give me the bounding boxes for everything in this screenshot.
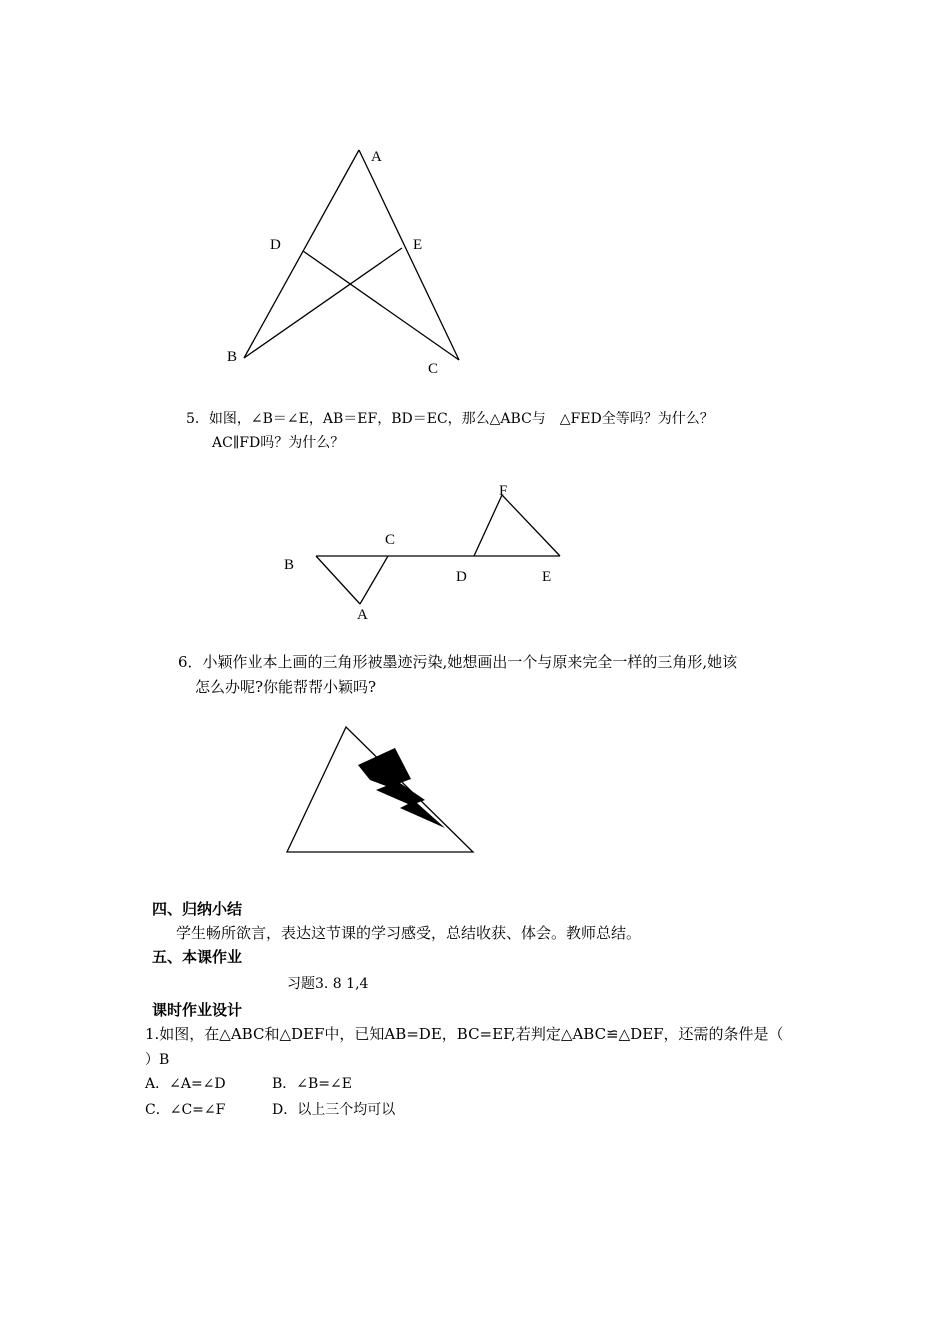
label-b2: B <box>284 557 295 573</box>
segment-ac <box>359 150 459 360</box>
label-e2: E <box>542 569 552 585</box>
ink-blot-icon <box>358 748 445 828</box>
homework-q1-line1: 1.如图，在△ABC和△DEF中，已知AB=DE，BC=EF,若判定△ABC≌△DEF，还需的条件是（ <box>145 1025 784 1043</box>
label-d: D <box>270 237 281 253</box>
question-5-line1: 5．如图，∠B＝∠E，AB＝EF，BD＝EC，那么△ABC与 △FED全等吗？为什么？ <box>186 411 714 427</box>
question-5-line2: AC∥FD吗？为什么？ <box>212 435 345 451</box>
homework-option-b: B．∠B=∠E <box>272 1076 352 1092</box>
homework-option-c: C．∠C=∠F <box>145 1102 226 1118</box>
homework-q1-line2: ）B <box>145 1052 170 1068</box>
label-c: C <box>428 361 439 377</box>
question-6-line1: 6．小颖作业本上画的三角形被墨迹污染,她想画出一个与原来完全一样的三角形,她该 <box>178 653 738 671</box>
segment-df <box>474 495 502 556</box>
figure-two-triangles <box>316 495 560 604</box>
segment-ba <box>316 556 360 604</box>
section-4-heading: 四、归纳小结 <box>152 900 243 918</box>
section-4-body: 学生畅所欲言，表达这节课的学习感受，总结收获、体会。教师总结。 <box>176 924 642 942</box>
homework-option-a: A．∠A=∠D <box>145 1076 226 1092</box>
homework-heading: 课时作业设计 <box>152 1001 243 1019</box>
label-c2: C <box>385 532 396 548</box>
question-6-line2: 怎么办呢?你能帮帮小颖吗? <box>195 678 377 696</box>
homework-option-d: D．以上三个均可以 <box>272 1102 396 1118</box>
segment-fe <box>502 495 560 556</box>
label-b: B <box>227 349 238 365</box>
section-5-body: 习题3. 8 1,4 <box>287 976 369 992</box>
segment-ac2 <box>360 556 388 604</box>
label-a2: A <box>357 607 368 623</box>
label-a: A <box>371 149 382 165</box>
segment-dc <box>303 251 459 360</box>
figure-ink-stained-triangle <box>287 727 473 852</box>
section-5-heading: 五、本课作业 <box>152 948 243 966</box>
label-d2: D <box>456 569 467 585</box>
label-e: E <box>413 237 423 253</box>
segment-ab <box>244 150 359 358</box>
label-f: F <box>499 483 508 499</box>
